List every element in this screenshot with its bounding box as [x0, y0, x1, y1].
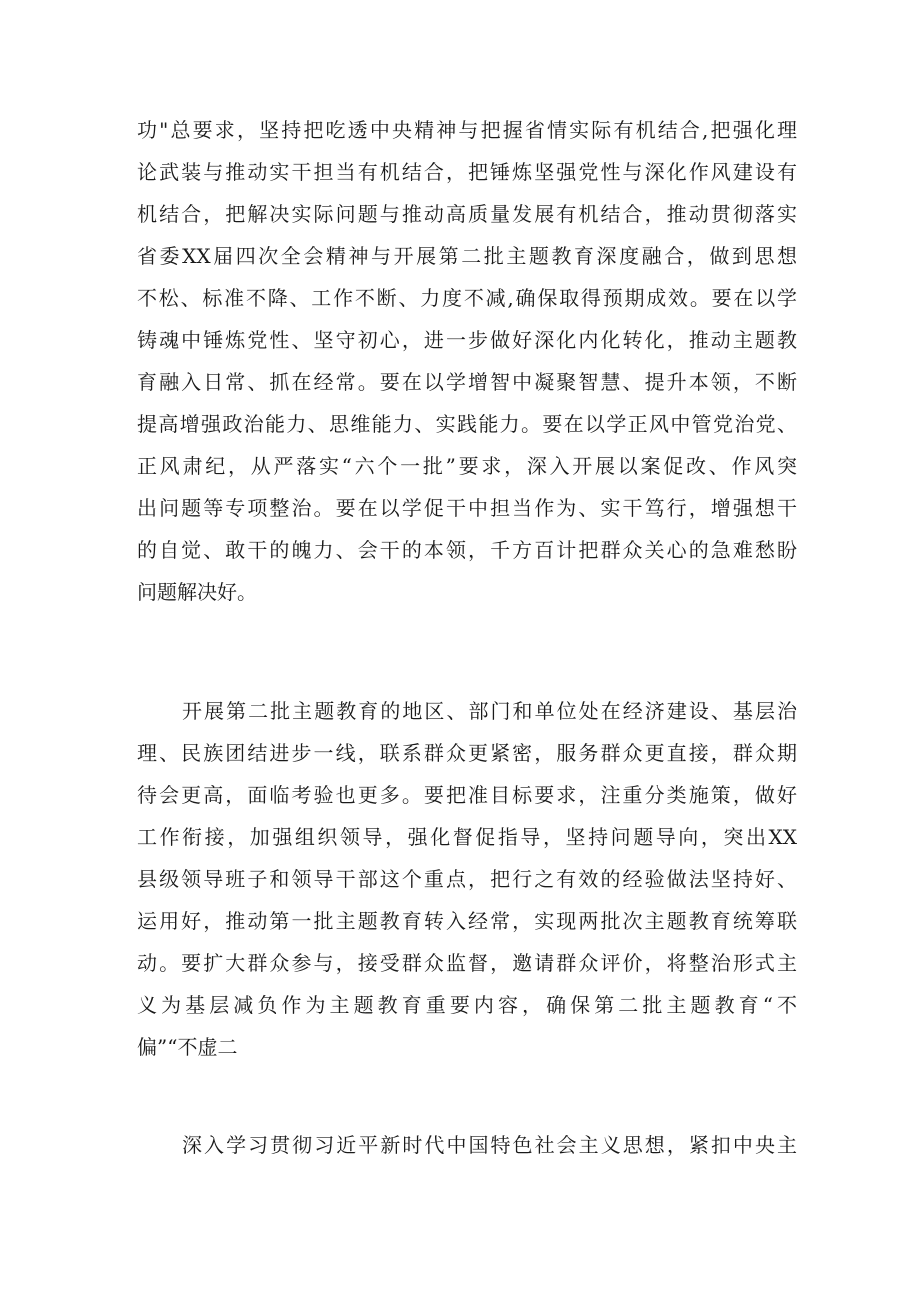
text-line: 铸魂中锤炼党性、坚守初心，进一步做好深化内化转化，推动主题教 [137, 328, 797, 352]
paragraph-1 [137, 109, 797, 613]
text-line: 出问题等专项整治。要在以学促干中担当作为、实干笃行，增强想干 [137, 496, 797, 520]
text-line: 机结合，把解决实际问题与推动高质量发展有机结合，推动贯彻落实 [137, 202, 797, 226]
text-line: 动。要扩大群众参与，接受群众监督，邀请群众评价，将整治形式主 [137, 951, 797, 975]
text-line: 正风肃纪，从严落实“六个一批”要求，深入开展以案促改、作风突 [137, 454, 797, 478]
text-line: 义为基层减负作为主题教育重要内容，确保第二批主题教育“不 [137, 993, 797, 1017]
text-line: 论武装与推动实干担当有机结合，把锤炼坚强党性与深化作风建设有 [137, 160, 797, 184]
text-line: 开展第二批主题教育的地区、部门和单位处在经济建设、基层治 [182, 699, 797, 723]
text-line: 运用好，推动第一批主题教育转入经常，实现两批次主题教育统筹联 [137, 909, 797, 933]
text-line: 育融入日常、抓在经常。要在以学增智中凝聚智慧、提升本领，不断 [137, 370, 797, 394]
text-line: 的自觉、敢干的魄力、会干的本领，千方百计把群众关心的急难愁盼 [137, 538, 797, 562]
text-line: 理、民族团结进步一线，联系群众更紧密，服务群众更直接，群众期 [137, 741, 797, 765]
text-line: 问题解决好。 [137, 580, 257, 604]
text-line: 县级领导班子和领导干部这个重点，把行之有效的经验做法坚持好、 [137, 867, 797, 891]
text-line: 深入学习贯彻习近平新时代中国特色社会主义思想，紧扣中央主 [182, 1133, 797, 1157]
paragraph-2 [137, 690, 797, 1068]
text-line: 提高增强政治能力、思维能力、实践能力。要在以学正风中管党治党、 [137, 412, 797, 436]
text-line: 省委XX届四次全会精神与开展第二批主题教育深度融合，做到思想 [137, 244, 797, 268]
text-line: 不松、标准不降、工作不断、力度不减,确保取得预期成效。要在以学 [137, 286, 797, 310]
paragraph-3 [137, 1124, 797, 1166]
text-line: 功"总要求，坚持把吃透中央精神与把握省情实际有机结合,把强化理 [137, 118, 797, 142]
text-line: 待会更高，面临考验也更多。要把准目标要求，注重分类施策，做好 [137, 783, 797, 807]
text-line: 工作衔接，加强组织领导，强化督促指导，坚持问题导向，突出XX [137, 825, 797, 849]
text-line: 偏”“不虚二 [137, 1035, 238, 1059]
